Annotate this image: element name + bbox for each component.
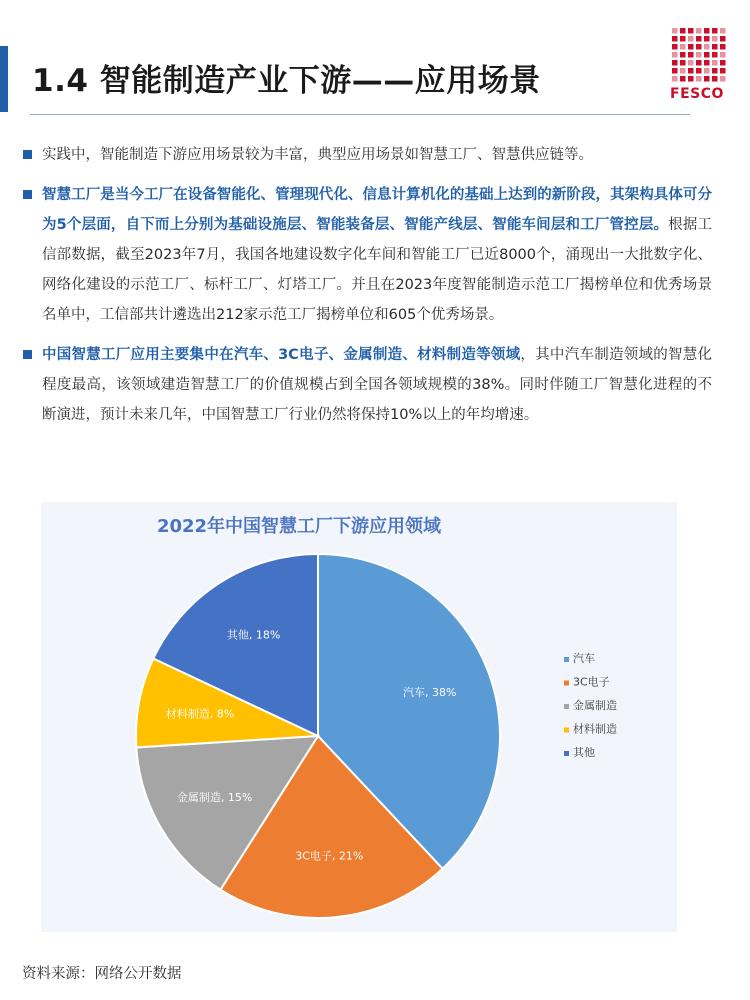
logo-dot [672, 44, 678, 50]
pie-slices [136, 554, 500, 918]
bullet-square-icon [23, 150, 32, 159]
pie-data-label: 3C电子, 21% [295, 849, 364, 863]
logo-dot [696, 44, 702, 50]
bullet-list [22, 140, 712, 440]
logo-dot [672, 52, 678, 58]
logo-dot [680, 52, 686, 58]
logo-dot [688, 44, 694, 50]
logo-dot [720, 60, 726, 66]
pie-data-label: 汽车, 38% [402, 685, 457, 699]
logo-dot [720, 28, 726, 34]
bullet-text: 根据工信部数据，截至2023年7月，我国各地建设数字化车间和智能工厂已近8000个，涌现出一大批数字化、网络化建设的示范工厂、标杆工厂、灯塔工厂。并且在2023年度智能制造示范工厂揭榜单位和优秀场景名单中，工信部共计遴选出212家示范工厂揭榜单位和605个优秀场景。 [42, 217, 713, 323]
logo-dot [688, 52, 694, 58]
legend-swatch [564, 681, 569, 686]
logo-dot [680, 60, 686, 66]
page-title: 1.4 智能制造产业下游——应用场景 [32, 63, 541, 99]
logo-dot [712, 44, 718, 50]
pie-data-label: 其他, 18% [226, 628, 281, 642]
logo-dot [688, 76, 694, 82]
logo-dot [704, 28, 710, 34]
bullet-item-3 [22, 340, 712, 430]
pie-data-label: 金属制造, 15% [176, 791, 253, 805]
logo-dot [680, 36, 686, 42]
legend-label: 金属制造 [573, 699, 617, 712]
legend-label: 材料制造 [573, 722, 617, 736]
logo-dot [704, 36, 710, 42]
fesco-logo [670, 28, 730, 103]
logo-dot [672, 68, 678, 74]
chart-legend [564, 652, 617, 759]
logo-dot [680, 76, 686, 82]
logo-dot [672, 28, 678, 34]
logo-dot [704, 60, 710, 66]
logo-dot [680, 44, 686, 50]
logo-dot [720, 76, 726, 82]
bullet-item-2 [22, 180, 712, 330]
logo-dot [720, 44, 726, 50]
pie-chart-panel [41, 502, 677, 932]
bullet-text: ，其中汽车制造领域的智慧化程度最高，该领域建造智慧工厂的价值规模占到全国各领域规模的38%。同时伴随工厂智慧化进程的不断演进，预计未来几年，中国智慧工厂行业仍然将保持10%以上的年均增速。 [42, 347, 712, 423]
logo-grid-icon [672, 28, 728, 82]
legend-swatch [564, 728, 569, 733]
pie-data-label: 材料制造, 8% [165, 707, 235, 721]
logo-dot [688, 68, 694, 74]
logo-dot [712, 76, 718, 82]
legend-swatch [564, 704, 569, 709]
logo-dot [680, 68, 686, 74]
logo-dot [696, 28, 702, 34]
title-accent-bar [0, 46, 8, 112]
logo-dot [688, 36, 694, 42]
logo-dot [696, 76, 702, 82]
legend-swatch [564, 657, 569, 662]
logo-dot [712, 52, 718, 58]
logo-dot [712, 68, 718, 74]
source-note: 资料来源：网络公开数据 [22, 966, 182, 982]
logo-dot [704, 44, 710, 50]
logo-dot [712, 36, 718, 42]
bullet-item-1 [22, 140, 712, 170]
logo-dot [712, 60, 718, 66]
logo-dot [720, 52, 726, 58]
legend-label: 3C电子 [573, 675, 610, 689]
logo-dot [672, 60, 678, 66]
logo-dot [704, 68, 710, 74]
logo-dot [720, 68, 726, 74]
chart-title: 2022年中国智慧工厂下游应用领域 [156, 516, 442, 537]
logo-dot [688, 28, 694, 34]
title-divider [30, 114, 690, 115]
logo-dot [704, 76, 710, 82]
bullet-square-icon [23, 190, 32, 199]
logo-text: FESCO [670, 86, 724, 102]
logo-dot [680, 28, 686, 34]
legend-label: 其他 [573, 746, 595, 759]
legend-label: 汽车 [573, 652, 595, 665]
logo-dot [672, 76, 678, 82]
pie-chart [41, 502, 677, 932]
logo-dot [696, 36, 702, 42]
logo-dot [696, 68, 702, 74]
logo-dot [712, 28, 718, 34]
legend-swatch [564, 751, 569, 756]
bullet-highlight: 中国智慧工厂应用主要集中在汽车、3C电子、金属制造、材料制造等领域 [42, 347, 521, 363]
logo-dot [696, 60, 702, 66]
bullet-text: 实践中，智能制造下游应用场景较为丰富，典型应用场景如智慧工厂、智慧供应链等。 [42, 147, 593, 163]
bullet-highlight: 智慧工厂是当今工厂在设备智能化、管理现代化、信息计算机化的基础上达到的新阶段，其架构具体可分为5个层面，自下而上分别为基础设施层、智能装备层、智能产线层、智能车间层和工厂管控层。 [42, 187, 712, 233]
logo-dot [704, 52, 710, 58]
logo-dot [672, 36, 678, 42]
logo-dot [720, 36, 726, 42]
bullet-square-icon [23, 350, 32, 359]
logo-dot [696, 52, 702, 58]
logo-dot [688, 60, 694, 66]
